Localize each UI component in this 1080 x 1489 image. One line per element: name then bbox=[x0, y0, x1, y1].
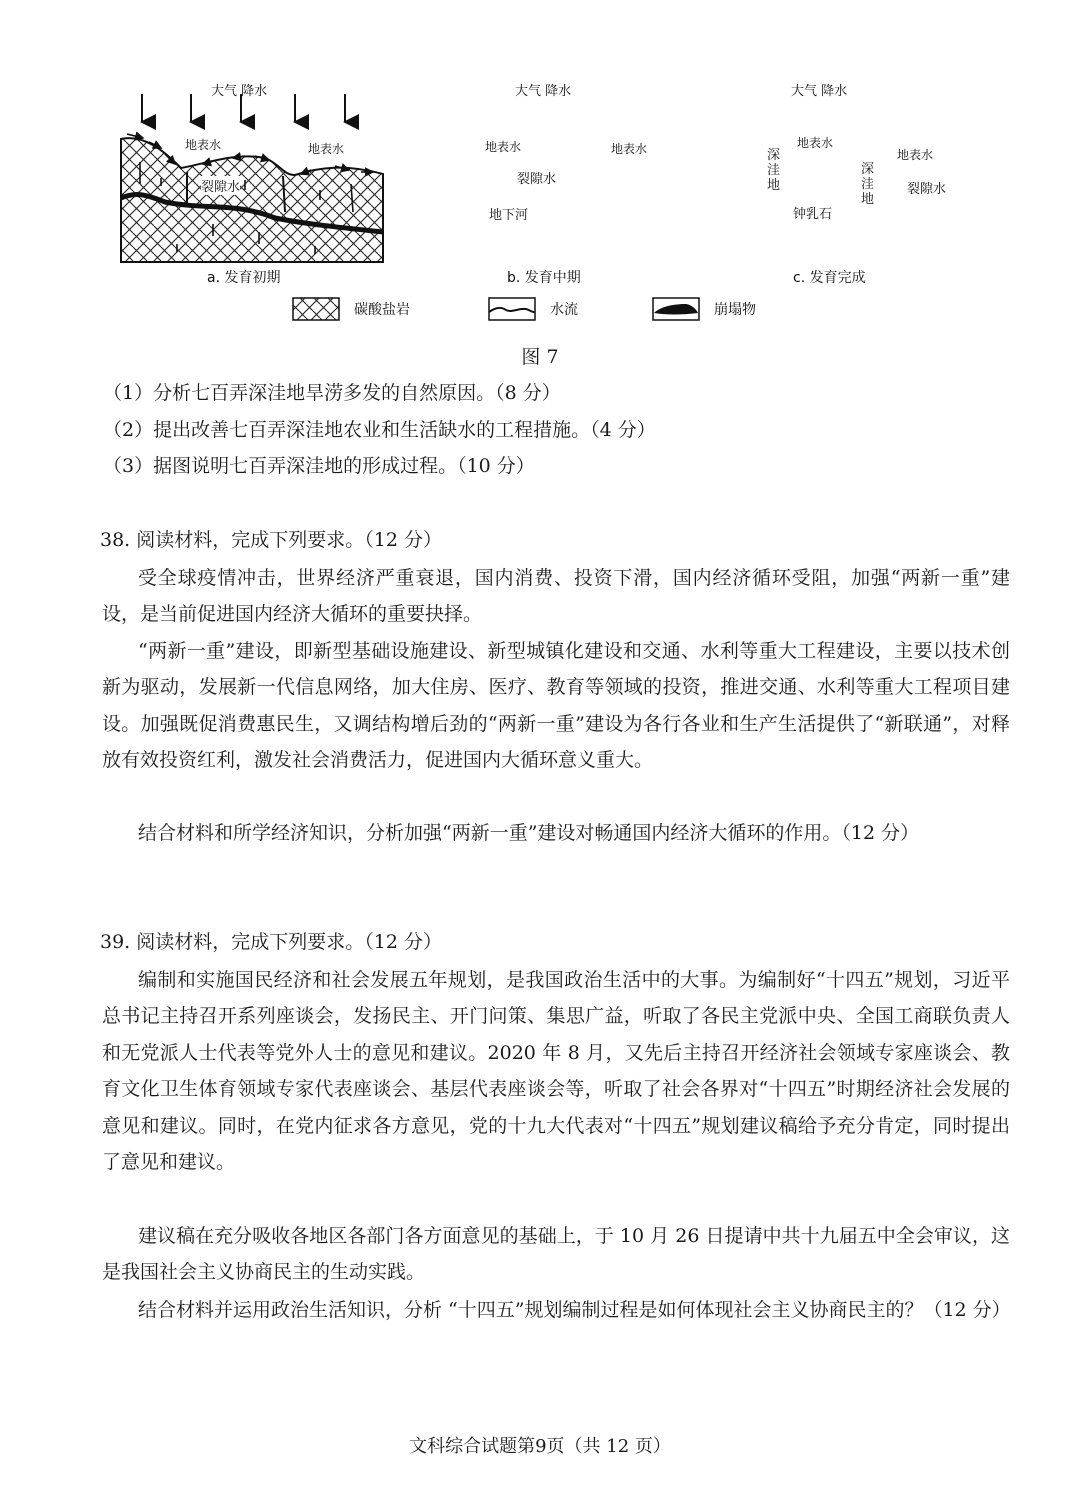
underground-river-label: 地下河 bbox=[489, 204, 528, 223]
figure-7-diagram bbox=[105, 72, 985, 292]
surface-water-label: 地表水 bbox=[308, 142, 345, 156]
depression-label: 深洼地 bbox=[861, 162, 875, 207]
subquestion-2: （2）提出改善七百弄深洼地农业和生活缺水的工程措施。（4 分） bbox=[103, 419, 656, 441]
surface-water-label: 地表水 bbox=[611, 142, 648, 156]
legend-label: 水流 bbox=[550, 302, 578, 318]
fissure-water-label: 裂隙水 bbox=[517, 168, 556, 187]
question-38-header: 38. 阅读材料，完成下列要求。（12 分） bbox=[100, 529, 442, 551]
question-38-paragraph: “两新一重”建设，即新型基础设施建设、新型城镇化建设和交通、水利等重大工程建设，主要以技术创新为驱动，发展新一代信息网络，加大住房、医疗、教育等领域的投资，推进交通、水利等重大工程项目建设。加强既促消费惠民生，又调结构增后劲的“两新一重”建设为各行各业和生产生活提供了“新联通”，对释放有效投资红利，激发社会消费活力，促进国内大循环意义重大。 bbox=[102, 640, 1010, 772]
figure-title: 图 7 bbox=[521, 346, 559, 368]
panel-caption: b. 发育中期 bbox=[507, 270, 581, 286]
legend-item bbox=[292, 297, 410, 321]
question-38-paragraph: 受全球疫情冲击，世界经济严重衰退，国内消费、投资下滑，国内经济循环受阻，加强“两新一重”建设，是当前促进国内经济大循环的重要抉择。 bbox=[102, 567, 1010, 626]
fissure-water-label: 裂隙水 bbox=[201, 176, 240, 195]
panel-a bbox=[121, 94, 383, 262]
subquestion-3: （3）据图说明七百弄深洼地的形成过程。（10 分） bbox=[103, 455, 535, 477]
question-38-prompt: 结合材料和所学经济知识，分析加强“两新一重”建设对畅通国内经济大循环的作用。（12 分） bbox=[138, 822, 920, 844]
question-39-paragraph: 编制和实施国民经济和社会发展五年规划，是我国政治生活中的大事。为编制好“十四五”规划，习近平总书记主持召开系列座谈会，发扬民主、开门问策、集思广益，听取了各民主党派中央、全国工商联负责人和无党派人士代表等党外人士的意见和建议。2020 年 8 月，又先后主持召开经济社会领域专家座谈会、教育文化卫生体育领域专家代表座谈会、基层代表座谈会等，听取了社会各界对“十四五”时期经济社会发展的意见和建议。同时，在党内征求各方意见，党的十九大代表对“十四五”规划建议稿给予充分肯定，同时提出了意见和建议。 bbox=[102, 969, 1010, 1174]
legend-item bbox=[652, 297, 756, 321]
legend-item bbox=[488, 297, 578, 321]
rain-label: 大气 降水 bbox=[211, 84, 268, 99]
page-footer: 文科综合试题第9页（共 12 页） bbox=[409, 1436, 671, 1457]
panel-caption: c. 发育完成 bbox=[793, 270, 866, 286]
stalactite-label: 钟乳石 bbox=[793, 207, 833, 222]
question-39-header: 39. 阅读材料，完成下列要求。（12 分） bbox=[100, 931, 442, 953]
surface-water-label: 地表水 bbox=[185, 138, 222, 152]
rain-label: 大气 降水 bbox=[791, 84, 848, 99]
legend-label: 碳酸盐岩 bbox=[354, 302, 410, 318]
surface-water-label: 地表水 bbox=[897, 148, 934, 162]
fissure-water-label: 裂隙水 bbox=[907, 178, 946, 197]
depression-label: 深洼地 bbox=[767, 148, 781, 193]
subquestion-1: （1）分析七百弄深洼地旱涝多发的自然原因。（8 分） bbox=[103, 382, 561, 404]
panel-caption: a. 发育初期 bbox=[207, 270, 281, 286]
legend-label: 崩塌物 bbox=[714, 302, 756, 318]
surface-water-label: 地表水 bbox=[485, 140, 522, 154]
question-39-prompt: 结合材料并运用政治生活知识，分析 “十四五”规划编制过程是如何体现社会主义协商民主的？（12 分） bbox=[138, 1299, 1011, 1321]
carbonate-rock-hatch-icon bbox=[292, 297, 340, 321]
water-flow-icon bbox=[488, 297, 536, 321]
collapse-debris-icon bbox=[652, 297, 700, 321]
question-39-paragraph: 建议稿在充分吸收各地区各部门各方面意见的基础上，于 10 月 26 日提请中共十九届五中全会审议，这是我国社会主义协商民主的生动实践。 bbox=[102, 1225, 1010, 1284]
surface-water-label: 地表水 bbox=[797, 136, 834, 150]
rain-label: 大气 降水 bbox=[515, 84, 572, 99]
figure-legend bbox=[292, 297, 792, 327]
